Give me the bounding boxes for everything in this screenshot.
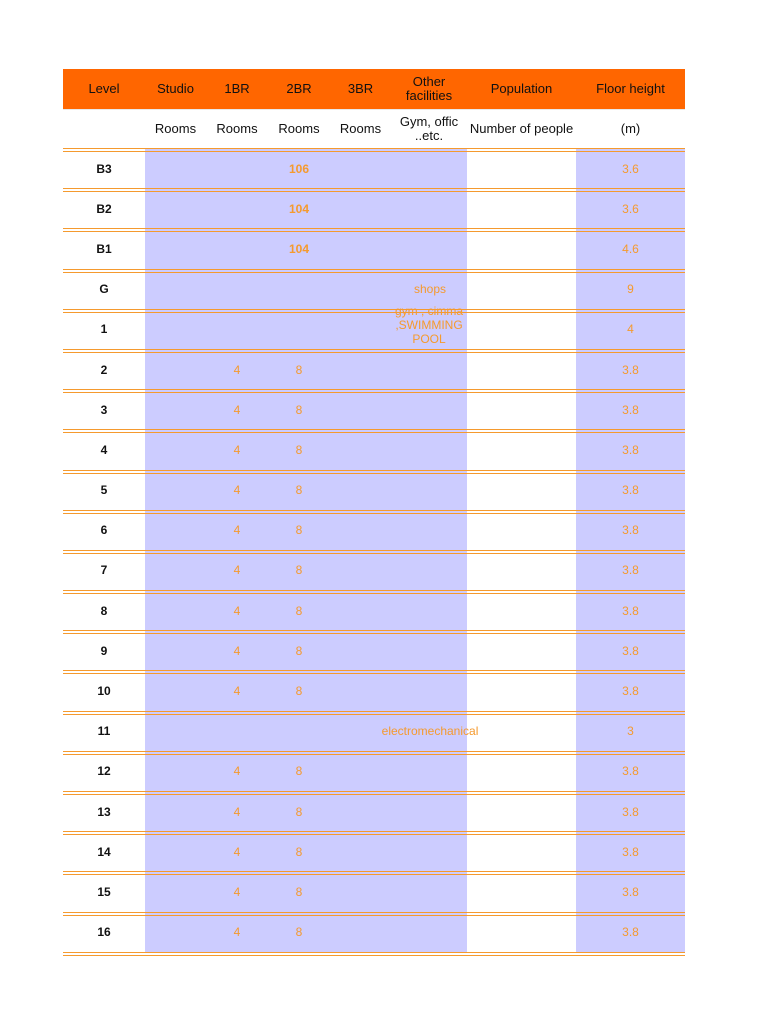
table-row (63, 550, 685, 590)
br1-rooms-cell[interactable]: 4 (233, 523, 241, 538)
table-bottom-border (63, 952, 685, 956)
level-cell[interactable]: G (99, 282, 109, 297)
floor-height-cell[interactable]: 9 (627, 282, 634, 297)
floor-height-cell[interactable]: 3.8 (622, 442, 639, 457)
floor-height-cell[interactable]: 3.8 (622, 483, 639, 498)
level-cell[interactable]: 5 (100, 483, 108, 498)
level-cell[interactable]: 2 (100, 362, 108, 377)
header-population[interactable]: Population (490, 81, 553, 96)
br2-rooms-cell[interactable]: 8 (295, 804, 303, 819)
level-cell[interactable]: 11 (97, 724, 111, 739)
table-row (63, 470, 685, 510)
level-cell[interactable]: 7 (100, 563, 108, 578)
table-body (63, 148, 685, 952)
table-row (63, 349, 685, 389)
level-cell[interactable]: 12 (97, 764, 111, 779)
floor-height-cell[interactable]: 3.8 (622, 563, 639, 578)
br1-rooms-cell[interactable]: 4 (233, 844, 241, 859)
table-row (63, 188, 685, 228)
header-floor-height[interactable]: Floor height (596, 81, 665, 96)
units-studio[interactable]: Rooms (154, 121, 197, 136)
floor-height-cell[interactable]: 3.8 (622, 764, 639, 779)
level-cell[interactable]: 1 (100, 322, 108, 337)
br2-rooms-cell[interactable]: 8 (295, 884, 303, 899)
table-row (63, 429, 685, 469)
table-row (63, 228, 685, 268)
br1-rooms-cell[interactable]: 4 (233, 643, 241, 658)
table-units-row (63, 109, 685, 148)
units-floor-height[interactable]: (m) (620, 121, 641, 136)
br1-rooms-cell[interactable]: 4 (233, 884, 241, 899)
units-population[interactable]: Number of people (469, 121, 574, 136)
br1-rooms-cell[interactable]: 4 (233, 442, 241, 457)
header-2br[interactable]: 2BR (286, 81, 312, 96)
other-facilities-cell[interactable]: electromechanical (381, 724, 479, 739)
table-row (63, 510, 685, 550)
table-row (63, 670, 685, 710)
level-cell[interactable]: 4 (100, 442, 108, 457)
level-cell[interactable]: 3 (100, 402, 108, 417)
table-row (63, 751, 685, 791)
br1-rooms-cell[interactable]: 4 (233, 483, 241, 498)
br2-rooms-cell[interactable]: 8 (295, 402, 303, 417)
floor-height-cell[interactable]: 3.6 (622, 161, 639, 176)
level-cell[interactable]: B1 (96, 241, 112, 256)
br2-rooms-cell[interactable]: 106 (288, 161, 310, 176)
units-3br[interactable]: Rooms (339, 121, 382, 136)
level-cell[interactable]: B2 (96, 201, 112, 216)
br2-rooms-cell[interactable]: 8 (295, 483, 303, 498)
table-header-row (63, 69, 685, 109)
floor-height-cell[interactable]: 3.8 (622, 804, 639, 819)
header-studio[interactable]: Studio (157, 81, 194, 96)
level-cell[interactable]: 14 (97, 844, 111, 859)
floor-height-cell[interactable]: 3.8 (622, 925, 639, 940)
table-row (63, 711, 685, 751)
floor-height-cell[interactable]: 3.8 (622, 844, 639, 859)
floor-height-cell[interactable]: 3.8 (622, 684, 639, 699)
br1-rooms-cell[interactable]: 4 (233, 362, 241, 377)
br2-rooms-cell[interactable]: 8 (295, 362, 303, 377)
br1-rooms-cell[interactable]: 4 (233, 925, 241, 940)
level-cell[interactable]: 8 (100, 603, 108, 618)
floor-height-cell[interactable]: 3 (627, 724, 634, 739)
table-row (63, 269, 685, 309)
br2-rooms-cell[interactable]: 8 (295, 764, 303, 779)
floor-height-cell[interactable]: 3.6 (622, 201, 639, 216)
header-3br[interactable]: 3BR (347, 81, 374, 96)
br2-rooms-cell[interactable]: 8 (295, 442, 303, 457)
floor-height-cell[interactable]: 3.8 (622, 362, 639, 377)
units-2br[interactable]: Rooms (278, 121, 320, 136)
floor-height-cell[interactable]: 3.8 (622, 523, 639, 538)
floor-height-cell[interactable]: 3.8 (622, 402, 639, 417)
level-cell[interactable]: B3 (96, 161, 112, 176)
floor-height-cell[interactable]: 3.8 (622, 884, 639, 899)
br2-rooms-cell[interactable]: 104 (288, 201, 310, 216)
other-facilities-cell[interactable]: shops (413, 282, 447, 297)
header-level[interactable]: Level (88, 81, 120, 96)
table-row (63, 148, 685, 188)
br2-rooms-cell[interactable]: 8 (295, 523, 303, 538)
br2-rooms-cell[interactable]: 8 (295, 603, 303, 618)
br1-rooms-cell[interactable]: 4 (233, 402, 241, 417)
floor-height-cell[interactable]: 3.8 (622, 643, 639, 658)
table-row (63, 791, 685, 831)
level-cell[interactable]: 6 (100, 523, 108, 538)
br1-rooms-cell[interactable]: 4 (233, 764, 241, 779)
level-cell[interactable]: 10 (97, 684, 111, 699)
table-row (63, 912, 685, 952)
level-cell[interactable]: 16 (97, 925, 111, 940)
floor-height-cell[interactable]: 3.8 (622, 603, 639, 618)
header-other-facilities[interactable]: Other facilities (405, 74, 453, 103)
floor-schedule-table (63, 69, 685, 956)
br1-rooms-cell[interactable]: 4 (233, 563, 241, 578)
br1-rooms-cell[interactable]: 4 (233, 804, 241, 819)
br2-rooms-cell[interactable]: 8 (295, 844, 303, 859)
level-cell[interactable]: 15 (97, 884, 111, 899)
level-cell[interactable]: 9 (100, 643, 108, 658)
header-1br[interactable]: 1BR (224, 81, 250, 96)
level-cell[interactable]: 13 (97, 804, 111, 819)
table-row (63, 590, 685, 630)
other-facilities-cell[interactable]: gym , cimma ,SWIMMING POOL (394, 303, 463, 346)
br2-rooms-cell[interactable]: 104 (288, 241, 310, 256)
units-other[interactable]: Gym, offic ..etc. (399, 114, 459, 143)
units-1br[interactable]: Rooms (216, 121, 258, 136)
table-row (63, 389, 685, 429)
br2-rooms-cell[interactable]: 8 (295, 925, 303, 940)
table-row (63, 831, 685, 871)
br2-rooms-cell[interactable]: 8 (295, 643, 303, 658)
floor-height-cell[interactable]: 4.6 (622, 241, 639, 256)
br1-rooms-cell[interactable]: 4 (233, 603, 241, 618)
floor-height-cell[interactable]: 4 (627, 322, 634, 337)
br1-rooms-cell[interactable]: 4 (233, 684, 241, 699)
table-row (63, 303, 685, 349)
table-row (63, 630, 685, 670)
table-row (63, 871, 685, 911)
br2-rooms-cell[interactable]: 8 (295, 563, 303, 578)
br2-rooms-cell[interactable]: 8 (295, 684, 303, 699)
